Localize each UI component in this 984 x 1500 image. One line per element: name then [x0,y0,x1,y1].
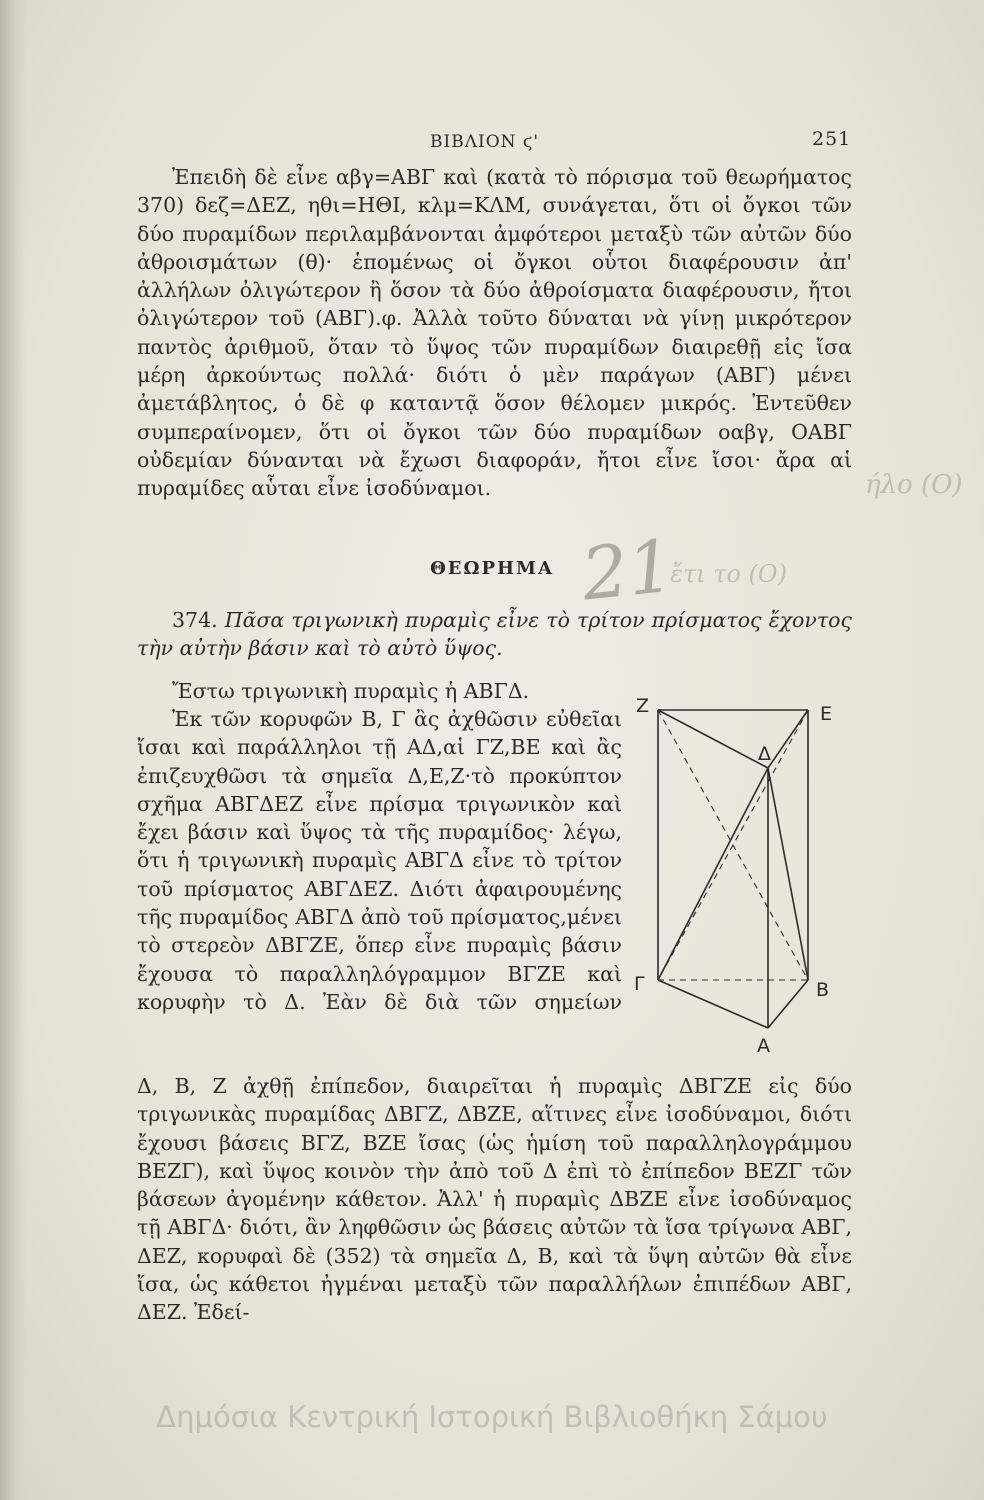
label-Delta: Δ [758,743,771,765]
label-Z: Z [636,695,650,717]
label-B: B [816,979,830,1001]
label-Gamma: Γ [634,973,645,995]
label-E: E [820,703,833,725]
edge-GA [658,980,768,1028]
theorem-statement [137,606,852,663]
paragraph-proof-continuation: Ἐπειδὴ δὲ εἶνε αβγ=ΑΒΓ καὶ (κατὰ τὸ πόρισμα τοῦ θεωρήματος 370) δεζ=ΔΕΖ, ηθι=ΗΘΙ, κλμ=ΚΛΜ, συνάγεται, ὅτι οἱ ὄγκοι τῶν δύο πυραμίδων περιλαμβάνονται ἀμφότεροι μεταξὺ τῶν αὐτῶν δύο ἀθροισμάτων (θ)· ἑπομένως οἱ ὄγκοι οὗτοι διαφέρουσιν ἀπ' ἀλλήλων ὀλιγώτερον ἢ ὅσον τὰ δύο ἀθροίσματα διαφέρουσιν, ἤτοι ὀλιγώτερον τοῦ (ΑΒΓ).φ. Ἀλλὰ τοῦτο δύναται νὰ γίνῃ μικρότερον παντὸς ἀριθμοῦ, ὅταν τὸ ὕψος τῶν πυραμίδων διαιρεθῇ εἰς ἴσα μέρη ἀρκούντως πολλά· διότι ὁ μὲν παράγων (ΑΒΓ) μένει ἀμετάβλητος, ὁ δὲ φ καταντᾷ ὅσον θέλομεν μικρός. Ἐντεῦθεν συμπεραίνομεν, ὅτι οἱ ὄγκοι τῶν δύο πυραμίδων οαβγ, ΟΑΒΓ οὐδεμίαν δύνανται νὰ ἔχωσι διαφοράν, ἤτοι εἶνε ἴσοι· ἄρα αἱ πυραμίδες αὗται εἶνε ἰσοδύναμοι. [137,165,852,501]
paragraph-proof: Δ, Β, Ζ ἀχθῇ ἐπίπεδον, διαιρεῖται ἡ πυραμὶς ΔΒΓΖΕ εἰς δύο τριγωνικὰς πυραμίδας ΔΒΓΖ, ΔΒΖΕ, αἵτινες εἶνε ἰσοδύναμοι, διότι ἔχουσι βάσεις ΒΓΖ, ΒΖΕ ἴσας (ὡς ἡμίση τοῦ παραλληλογράμμου ΒΕΖΓ), καὶ ὕψος κοινὸν τὴν ἀπὸ τοῦ Δ ἐπὶ τὸ ἐπίπεδον ΒΕΖΓ τῶν βάσεων ἀγομένην κάθετον. Ἀλλ' ἡ πυραμὶς ΔΒΖΕ εἶνε ἰσοδύναμος τῇ ΑΒΓΔ· διότι, ἂν ληφθῶσιν ὡς βάσεις αὐτῶν τὰ ἴσα τρίγωνα ΑΒΓ, ΔΕΖ, κορυφαὶ δὲ (352) τὰ σημεῖα Δ, Β, καὶ τὰ ὕψη αὐτῶν θὰ εἶνε ἴσα, ὡς κάθετοι ἠγμέναι μεταξὺ τῶν παραλλήλων ἐπιπέδων ΑΒΓ, ΔΕΖ. Ἐδεί- [137,1074,852,1325]
label-A: A [757,1035,770,1057]
theorem-number: 374. [172,608,218,632]
page-header [0,128,984,158]
handwritten-number: 21 [577,523,678,617]
library-watermark: Δημόσια Κεντρική Ιστορική Βιβλιοθήκη Σάμου [156,1400,828,1434]
book-spine-shadow [0,0,26,1500]
running-head: ΒΙΒΛΙΟΝ ϛ' [430,132,540,152]
paragraph-construction: Ἐκ τῶν κορυφῶν Β, Γ ἂς ἀχθῶσιν εὐθεῖαι ἴσαι καὶ παράλληλοι τῇ ΑΔ,αἱ ΓΖ,ΒΕ καὶ ἂς ἐπιζευχθῶσι τὰ σημεῖα Δ,Ε,Ζ·τὸ προκύπτον σχῆμα ΑΒΓΔΕΖ εἶνε πρίσμα τριγωνικὸν καὶ ἔχει βάσιν καὶ ὕψος τὰ τῆς πυραμίδος· λέγω, ὅτι ἡ τριγωνικὴ πυραμὶς ΑΒΓΔ εἶνε τὸ τρίτον τοῦ πρίσματος ΑΒΓΔΕΖ. Διότι ἀφαιρουμένης τῆς πυραμίδος ΑΒΓΔ ἀπὸ τοῦ πρίσματος,μένει τὸ στερεὸν ΔΒΓΖΕ, ὅπερ εἶνε πυραμὶς βάσιν ἔχουσα τὸ παραλληλόγραμμον ΒΓΖΕ καὶ κορυφὴν τὸ Δ. Ἐὰν δὲ διὰ τῶν σημείων [137,707,622,1014]
prism-diagram [630,690,860,1110]
theorem-text: Πᾶσα τριγωνικὴ πυραμὶς εἶνε τὸ τρίτον πρίσματος ἔχοντος τὴν αὐτὴν βάσιν καὶ τὸ αὐτὸ ὕψος. [137,608,852,661]
edge-DG [658,768,768,980]
paragraph-let-pyramid: Ἔστω τριγωνικὴ πυραμὶς ἡ ΑΒΓΔ. [172,679,530,703]
page-number: 251 [812,128,852,150]
prism-figure [630,690,860,1110]
handwritten-margin-note: ήλο (O) [865,470,963,500]
theorem-heading: ΘΕΩΡΗΜΑ [430,558,554,579]
edge-BA [768,980,808,1028]
handwritten-note: ἔτι το (O) [670,560,787,588]
edge-DB [768,768,808,980]
edge-ED [768,710,808,768]
